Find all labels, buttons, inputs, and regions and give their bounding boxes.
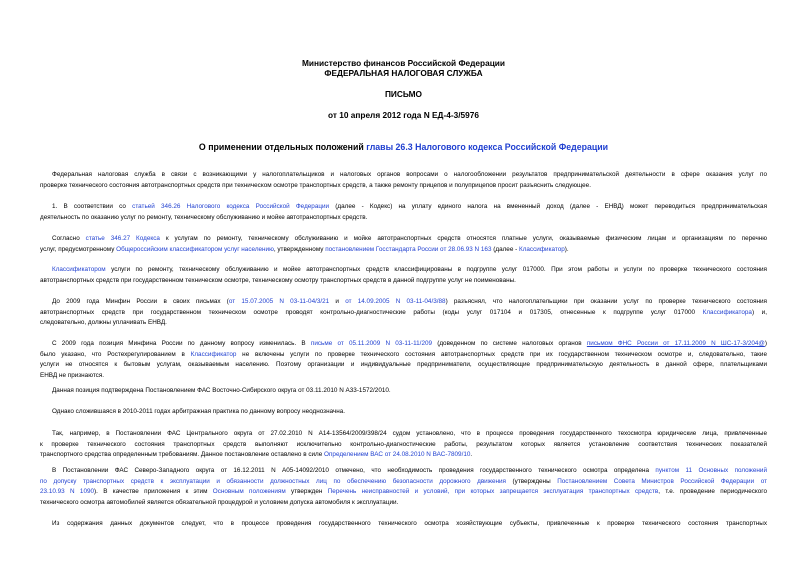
link-letter-2005-07-15[interactable]: от 15.07.2005 N 03-11-04/3/21: [228, 298, 330, 305]
paragraph-minfin-before-2009: [40, 297, 767, 329]
link-gosstandart-resolution[interactable]: постановлением Госстандарта России от 28.06.93 N 163: [325, 245, 492, 253]
ministry-name: Министерство финансов Российской Федерации: [301, 58, 506, 68]
paragraph-text: (далее - Кодекс) на уплату единого налога на вмененный доход (далее - ЕНВД) может переводиться предпринимательская: [329, 203, 767, 210]
link-classifier-okun[interactable]: Общероссийским классификатором услуг населению: [116, 245, 274, 253]
paragraph-text: утвержден: [285, 488, 328, 496]
paragraph-classifier: [40, 234, 767, 255]
paragraph-text: ). В качестве приложения к этим: [94, 488, 213, 496]
link-basic-provisions-admission[interactable]: по допуску транспортных средств к эксплуатации и обязанности должностных лиц по обеспечению безопасности дорожного движения: [40, 477, 506, 485]
paragraph-text: ) и,: [751, 308, 767, 316]
link-clause-11-basic-provisions[interactable]: пунктом 11 Основных положений: [655, 467, 767, 474]
document-subject: [0, 142, 807, 153]
link-malfunctions-list[interactable]: Перечень неисправностей и условий, при которых запрещается эксплуатация транспортных средств: [327, 488, 659, 496]
paragraph-text: автотранспортных средств при государственном техническом осмотре проводят контрольно-диагностические работы (коды услуг 017104 и 017305, отнесенные к подгруппе услуг 017000: [40, 308, 703, 316]
paragraph-text: услуги по ремонту, техническому обслуживанию и мойке автотранспортных средств классифицированы в подгруппе услуг 017000. При этом работы и услуги по проверке технического состояния: [105, 266, 767, 273]
paragraph-text: услуг, предусмотренному: [40, 245, 117, 253]
paragraph-text: услуги не относятся к бытовым услугам, оказываемым населению. Поэтому организации и индивидуальные предприниматели, осуществляющие предпринимательскую деятельность в данной сфере, плательщиками: [40, 361, 767, 369]
paragraph-conclusion: [40, 519, 767, 530]
paragraph-text: Из содержания данных документов следует, что в процессе проведения государственного технического осмотра хозяйствующие субъекты, привлеченные к проверке технического состояния транспортных: [52, 520, 767, 527]
link-classifier[interactable]: Классификатором: [52, 266, 106, 273]
paragraph-text: 1. В соответствии со: [52, 203, 133, 210]
paragraph-practice: [40, 407, 767, 418]
link-letter-2005-09-14[interactable]: от 14.09.2005 N 03-11-04/3/88: [345, 298, 446, 305]
paragraph-text: Однако сложившаяся в 2010-2011 годах арбитражная практика по данному вопросу неоднозначна.: [52, 408, 346, 415]
subject-prefix: О применении отдельных положений: [198, 142, 367, 152]
paragraph-intro: [40, 170, 767, 191]
paragraph-text: следовательно, должны уплачивать ЕНВД.: [40, 319, 167, 327]
paragraph-item-1: [40, 202, 767, 223]
paragraph-text: До 2009 года Минфин России в своих письмах (: [52, 298, 229, 305]
paragraph-text: Согласно: [52, 235, 86, 242]
paragraph-text: не включены услуги по проверке технического состояния автотранспортных средств при их государственном техническом осмотре и, следовательно, такие: [236, 350, 767, 358]
link-fns-letter-2009-11-17[interactable]: письмом ФНС России от 17.11.2009 N ШС-17-3/204@: [586, 340, 765, 347]
link-letter-2009-11-05[interactable]: письме от 05.11.2009 N 03-11-11/209: [310, 340, 433, 347]
paragraph-text: , утвержденному: [273, 245, 326, 253]
paragraph-text: ) разъяснял, что налогоплательщики при оказании услуг по проверке технического состояния: [445, 298, 767, 305]
paragraph-text: было указано, что Ростехрегулированием в: [40, 350, 191, 358]
link-article-346-26[interactable]: статьей 346.26 Налогового кодекса Российской Федерации: [132, 203, 330, 210]
paragraph-fas-central: [40, 429, 767, 461]
paragraph-text: С 2009 года позиция Минфина России по данному вопросу изменилась. В: [52, 340, 311, 347]
link-resolution-1090[interactable]: 23.10.93 N 1090: [40, 488, 95, 496]
paragraph-text: транспортного средства определенным требованиям. Данное постановление оставлено в силе: [40, 451, 325, 459]
paragraph-text: , т.е. проведение периодического: [658, 488, 767, 496]
paragraph-text: В Постановлении ФАС Северо-Западного округа от 16.12.2011 N А05-14092/2010 отмечено, что необходимость проведения государственного технического осмотра определена: [52, 467, 656, 474]
paragraph-minfin-since-2009: [40, 339, 767, 381]
paragraph-text: к услугам по ремонту, техническому обслуживанию и мойке автотранспортных средств относятся платные услуги, оказываемые физическим лицам и организациям по перечню: [159, 235, 767, 242]
link-council-of-ministers-resolution[interactable]: Постановлением Совета Министров Российской Федерации от: [557, 477, 767, 485]
paragraph-text: (утверждены: [505, 477, 558, 485]
document-date-number: от 10 апреля 2012 года N ЕД-4-3/5976: [327, 110, 479, 120]
link-classifier[interactable]: Классификатор: [519, 245, 565, 253]
link-classifier[interactable]: Классификатора: [702, 308, 752, 316]
paragraph-text: деятельность по оказанию услуг по ремонту, техническому обслуживанию и мойке автотранспортных средств.: [40, 213, 368, 221]
paragraph-text: ): [764, 340, 767, 347]
paragraph-text: Данная позиция подтверждена Постановлением ФАС Восточно-Сибирского округа от 03.11.2010 N А33-1572/2010.: [52, 387, 391, 394]
paragraph-text: Федеральная налоговая служба в связи с возникающими у налогоплательщиков и налоговых органов вопросами о налогообложении результатов предпринимательской деятельности в сфере оказания услуг по: [52, 171, 767, 178]
paragraph-text: (доведенном по системе налоговых органов: [432, 340, 587, 347]
link-basic-provisions[interactable]: Основным положениям: [212, 488, 286, 496]
paragraph-text: и: [329, 298, 346, 305]
paragraph-text: (далее -: [491, 245, 519, 253]
paragraph-text: технического осмотра автомобилей является обязательной процедурой и условием допуска автомобиля к эксплуатации.: [40, 498, 399, 506]
link-classifier[interactable]: Классификатор: [190, 350, 237, 358]
paragraph-text: ).: [564, 245, 569, 253]
link-article-346-27[interactable]: статье 346.27 Кодекса: [85, 235, 160, 242]
link-vas-ruling[interactable]: Определением ВАС от 24.08.2010 N ВАС-7809/10: [324, 451, 471, 459]
paragraph-text: .: [470, 451, 473, 459]
paragraph-text: автотранспортных средств при государственном техническом осмотре, техническому осмотру транспортных средств в данной подгруппе услуг не поименованы.: [40, 276, 516, 284]
paragraph-fas-northwest: [40, 466, 767, 508]
paragraph-text: ЕНВД не признаются.: [40, 371, 105, 379]
document-type: ПИСЬМО: [384, 89, 423, 99]
paragraph-fas-east-siberia: [40, 386, 767, 397]
paragraph-subgroup: [40, 265, 767, 286]
paragraph-text: проверке технического состояния автотранспортных средств при техническом осмотре транспортных средств, а также ремонту прицепов и полуприцепов просит разъяснить следующее.: [40, 181, 591, 189]
paragraph-text: Так, например, в Постановлении ФАС Центрального округа от 27.02.2010 N А14-13564/2009/398/24 судом установлено, что в процессе проведения государственного техосмотра юридические лица, привлеченные: [52, 430, 767, 437]
paragraph-text: к проверке технического состояния транспортных средств выполняют исключительно контрольно-диагностические работы, результатом которых является установление соответствия технических показателей: [40, 440, 767, 448]
subject-chapter-link[interactable]: главы 26.3 Налогового кодекса Российской Федерации: [366, 142, 609, 152]
service-name: ФЕДЕРАЛЬНАЯ НАЛОГОВАЯ СЛУЖБА: [324, 68, 483, 78]
